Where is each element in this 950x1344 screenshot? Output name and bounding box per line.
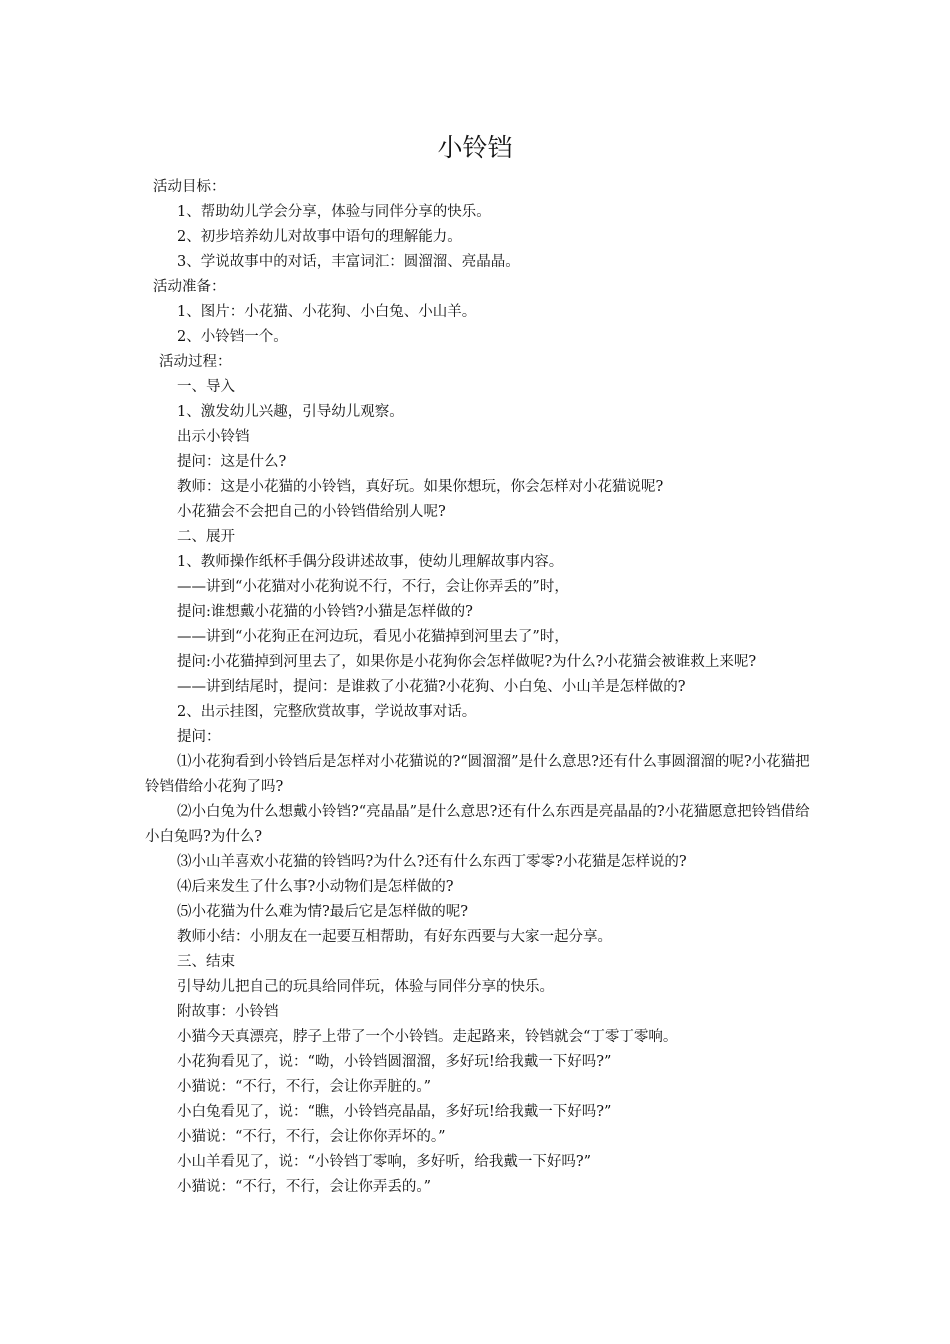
paragraph-line: 小猫说：“不行，不行，会让你弄丢的。” xyxy=(177,1179,432,1195)
paragraph-line: 1、帮助幼儿学会分享，体验与同伴分享的快乐。 xyxy=(177,204,491,220)
paragraph-line: 教师小结：小朋友在一起要互相帮助，有好东西要与大家一起分享。 xyxy=(177,929,612,945)
paragraph-line: 活动准备： xyxy=(153,279,226,295)
paragraph-line: 1、教师操作纸杯手偶分段讲述故事，使幼儿理解故事内容。 xyxy=(177,554,564,570)
paragraph-line: 提问:谁想戴小花猫的小铃铛?小猫是怎样做的? xyxy=(177,604,473,620)
paragraph-line: 活动目标： xyxy=(153,179,226,195)
paragraph-line: 附故事：小铃铛 xyxy=(177,1004,279,1020)
paragraph-line: 小猫今天真漂亮，脖子上带了一个小铃铛。走起路来，铃铛就会“丁零丁零响。 xyxy=(177,1029,678,1045)
document-title: 小铃铛 xyxy=(437,133,513,162)
paragraph-line: 教师：这是小花猫的小铃铛，真好玩。如果你想玩，你会怎样对小花猫说呢? xyxy=(177,479,664,495)
paragraph-line: 2、小铃铛一个。 xyxy=(177,329,288,345)
paragraph-line: 出示小铃铛 xyxy=(177,429,250,445)
paragraph-line: ⑷后来发生了什么事?小动物们是怎样做的? xyxy=(177,879,454,895)
paragraph-line: 小猫说：“不行，不行，会让你弄脏的。” xyxy=(177,1079,432,1095)
paragraph-line: ——讲到“小花狗正在河边玩，看见小花猫掉到河里去了”时， xyxy=(177,629,569,645)
paragraph-line: 提问： xyxy=(177,729,221,745)
paragraph-line: 小花狗看见了，说：“呦，小铃铛圆溜溜，多好玩!给我戴一下好吗?” xyxy=(177,1054,612,1070)
paragraph-line: 小花猫会不会把自己的小铃铛借给别人呢? xyxy=(177,504,446,520)
paragraph-line: 活动过程： xyxy=(159,354,232,370)
paragraph-line: 提问:小花猫掉到河里去了，如果你是小花狗你会怎样做呢?为什么?小花猫会被谁救上来呢? xyxy=(177,654,757,670)
paragraph-line: 2、初步培养幼儿对故事中语句的理解能力。 xyxy=(177,229,462,245)
paragraph-line: 小白兔看见了，说：“瞧，小铃铛亮晶晶，多好玩!给我戴一下好吗?” xyxy=(177,1104,612,1120)
paragraph-line: 1、图片：小花猫、小花狗、小白兔、小山羊。 xyxy=(177,304,477,320)
paragraph-line: 1、激发幼儿兴趣，引导幼儿观察。 xyxy=(177,404,404,420)
paragraph-line: ⑴小花狗看到小铃铛后是怎样对小花猫说的?“圆溜溜”是什么意思?还有什么事圆溜溜的呢?小花猫把铃铛借给小花狗了吗? xyxy=(145,754,810,795)
document-body xyxy=(145,175,815,1200)
paragraph-line: ⑵小白兔为什么想戴小铃铛?“亮晶晶”是什么意思?还有什么东西是亮晶晶的?小花猫愿意把铃铛借给小白兔吗?为什么? xyxy=(145,804,810,845)
paragraph-line: 小猫说：“不行，不行，会让你你弄坏的。” xyxy=(177,1129,446,1145)
paragraph-line: 提问：这是什么? xyxy=(177,454,287,470)
paragraph-line: 一、导入 xyxy=(177,379,235,395)
paragraph-line: ——讲到结尾时，提问：是谁救了小花猫?小花狗、小白兔、小山羊是怎样做的? xyxy=(177,679,686,695)
paragraph-line: ⑶小山羊喜欢小花猫的铃铛吗?为什么?还有什么东西丁零零?小花猫是怎样说的? xyxy=(177,854,687,870)
paragraph-line: 3、学说故事中的对话，丰富词汇：圆溜溜、亮晶晶。 xyxy=(177,254,520,270)
paragraph-line: 二、展开 xyxy=(177,529,235,545)
paragraph-line: 2、出示挂图，完整欣赏故事，学说故事对话。 xyxy=(177,704,477,720)
paragraph-line: 引导幼儿把自己的玩具给同伴玩，体验与同伴分享的快乐。 xyxy=(177,979,554,995)
paragraph-line: 小山羊看见了，说：“小铃铛丁零响，多好听，给我戴一下好吗?” xyxy=(177,1154,592,1170)
paragraph-line: ——讲到“小花猫对小花狗说不行，不行，会让你弄丢的”时， xyxy=(177,579,569,595)
paragraph-line: 三、结束 xyxy=(177,954,235,970)
paragraph-line: ⑸小花猫为什么难为情?最后它是怎样做的呢? xyxy=(177,904,469,920)
